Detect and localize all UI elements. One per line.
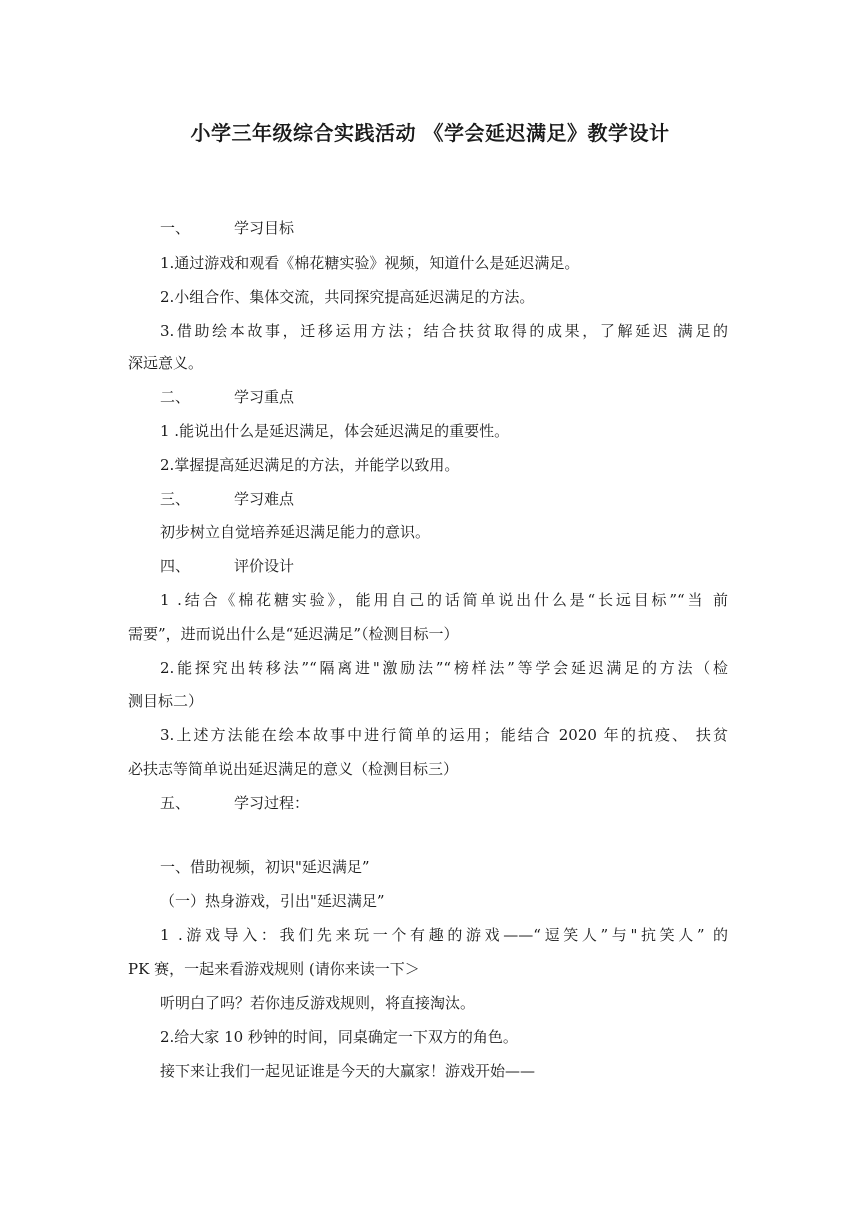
section-heading-process (160, 793, 309, 813)
paragraph-line: 听明白了吗？若你违反游戏规则，将直接淘汰。 (160, 994, 476, 1012)
section-heading-difficulties (160, 489, 294, 509)
section-heading-evaluation (160, 556, 294, 576)
paragraph-line: 测目标二） (128, 692, 204, 710)
section-number: 一、 (160, 219, 191, 237)
section-title: 学习重点 (234, 388, 295, 406)
section-number: 三、 (160, 490, 191, 508)
section-number: 五、 (160, 794, 191, 812)
paragraph-line: 2.给大家 10 秒钟的时间，同桌确定一下双方的角色。 (160, 1028, 518, 1046)
paragraph-line: 接下来让我们一起见证谁是今天的大赢家！游戏开始—— (160, 1062, 536, 1080)
paragraph-line: 必扶志等简单说出延迟满足的意义（检测目标三） (128, 760, 459, 778)
paragraph-line: 1.通过游戏和观看《棉花糖实验》视频，知道什么是延迟满足。 (160, 254, 580, 272)
section-heading-key-points (160, 387, 294, 407)
process-subheading: （一）热身游戏，引出"延迟满足” (160, 892, 385, 910)
paragraph-line: 2.能探究出转移法”“隔离进"激励法”“榜样法”等学会延迟满足的方法（检 (160, 659, 728, 677)
paragraph-line: 需要”，进而说出什么是“延迟满足”（检测目标一） (128, 625, 459, 643)
paragraph-line: 2.掌握提高延迟满足的方法，并能学以致用。 (160, 456, 460, 474)
process-part-heading: 一、借助视频，初识"延迟满足” (160, 858, 370, 876)
paragraph-line: PK 赛，一起来看游戏规则 (请你来读一下＞ (128, 960, 420, 978)
section-title: 学习过程： (234, 794, 310, 812)
paragraph-line: 3.借助绘本故事，迁移运用方法；结合扶贫取得的成果，了解延迟 满足的 (160, 322, 728, 340)
paragraph-line: 深远意义。 (128, 354, 204, 372)
section-number: 二、 (160, 388, 191, 406)
section-number: 四、 (160, 557, 191, 575)
paragraph-line: 初步树立自觉培养延迟满足能力的意识。 (160, 523, 431, 541)
paragraph-line: 1 .游戏导入：我们先来玩一个有趣的游戏——“逗笑人”与"抗笑人” 的 (160, 926, 728, 944)
section-title: 学习目标 (234, 219, 295, 237)
paragraph-line: 2.小组合作、集体交流，共同探究提高延迟满足的方法。 (160, 288, 535, 306)
section-title: 评价设计 (234, 557, 295, 575)
section-heading-objectives (160, 218, 294, 238)
paragraph-line: 3.上述方法能在绘本故事中进行简单的运用；能结合 2020 年的抗疫、 扶贫 (160, 726, 728, 744)
section-title: 学习难点 (234, 490, 295, 508)
paragraph-line: 1 .能说出什么是延迟满足，体会延迟满足的重要性。 (160, 422, 510, 440)
document-title: 小学三年级综合实践活动 《学会延迟满足》教学设计 (190, 121, 670, 145)
paragraph-line: 1 .结合《棉花糖实验》，能用自己的话简单说出什么是“长远目标”“当 前 (160, 591, 728, 609)
